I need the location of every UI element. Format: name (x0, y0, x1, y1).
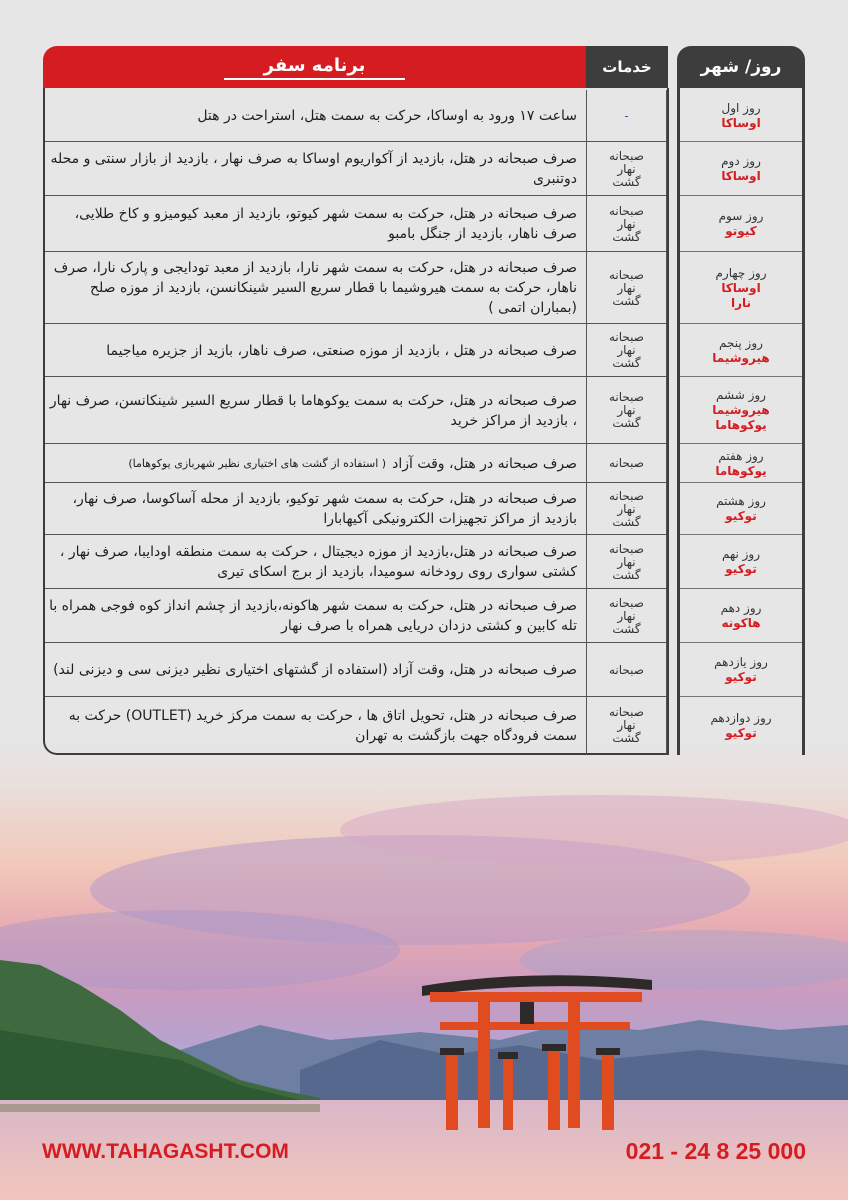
day-city: توکیو (725, 725, 757, 740)
day-city: اوساکا (721, 116, 761, 130)
services-cell (586, 252, 667, 324)
day-name: روز هفتم (718, 448, 764, 463)
day-cell (680, 142, 802, 196)
program-cell (45, 444, 585, 483)
services-text: صبحانه نهار گشت (609, 203, 644, 244)
day-city: توکیو (725, 670, 757, 684)
day-name: روز دوم (721, 154, 761, 168)
day-cell (680, 252, 802, 324)
day-city: نارا (730, 295, 752, 310)
program-cell (45, 535, 585, 589)
header-program-label: برنامه سفر (224, 55, 406, 80)
day-cell (680, 444, 802, 483)
services-cell (586, 196, 667, 252)
day-city: هیروشیما (712, 350, 770, 365)
program-text: صرف صبحانه در هتل ، بازدید از موزه صنعتی، صرف ناهار، بازید از جزیره میاجیما (106, 342, 577, 359)
services-cell (586, 90, 667, 142)
day-cell (680, 589, 802, 643)
services-text: صبحانه نهار گشت (609, 148, 644, 189)
phone-number[interactable]: 021 - 24 8 25 000 (625, 1138, 806, 1164)
day-cell (680, 697, 802, 754)
program-cell (45, 589, 585, 643)
day-cell (680, 90, 802, 142)
day-city: اوساکا (721, 169, 761, 183)
program-cell (45, 142, 585, 196)
services-text: صبحانه (609, 456, 644, 470)
day-city: اوساکا (721, 280, 761, 295)
program-cell (45, 90, 585, 142)
day-cell (680, 535, 802, 589)
header-services: خدمات (586, 46, 668, 88)
services-text: صبحانه نهار گشت (609, 595, 644, 636)
services-text: صبحانه نهار گشت (609, 541, 644, 582)
services-cell (586, 697, 667, 754)
program-cell (45, 697, 585, 754)
day-name: روز اول (721, 101, 761, 115)
torii-sunset-photo (0, 740, 848, 1200)
program-text: صرف صبحانه در هتل، وقت آزاد (استفاده از گشتهای اختیاری نظیر دیزنی سی و دیزنی لند) (53, 662, 577, 678)
program-cell (45, 643, 585, 697)
day-city: یوکوهاما (715, 418, 767, 432)
program-cell (45, 252, 585, 324)
program-text: صرف صبحانه در هتل، حرکت به سمت شهر هاکونه،بازدید از چشم انداز کوه فوجی همراه با تله کابین و کشتی دزدان دریایی همراه با صرف نهار (49, 598, 577, 634)
day-city: کیوتو (725, 224, 757, 238)
services-cell (586, 142, 667, 196)
program-text: صرف صبحانه در هتل، حرکت به سمت یوکوهاما با قطار سریع السیر شینکانسن، صرف نهار ، بازدید از مراکز خرید (49, 392, 577, 429)
services-cell (586, 589, 667, 643)
program-cell (45, 324, 585, 377)
day-name: روز دوازدهم (710, 710, 772, 725)
services-text: صبحانه نهار گشت (609, 267, 644, 308)
program-text: صرف صبحانه در هتل، وقت آزاد (392, 455, 577, 472)
program-text: صرف صبحانه در هتل، حرکت به سمت شهر نارا، بازدید از معبد تودایجی و پارک نارا، صرف ناهار، حرکت به سمت هیروشیما با قطار سریع السیر شینکانسن، بازدید از موزه صلح (بمباران اتمی ) (53, 260, 577, 316)
day-name: روز سوم (718, 209, 764, 223)
program-cell (45, 483, 585, 535)
day-city: توکیو (725, 562, 757, 576)
landscape-illustration (0, 740, 848, 1200)
day-cell (680, 196, 802, 252)
services-cell (586, 483, 667, 535)
services-text: صبحانه نهار گشت (609, 488, 644, 529)
website-url[interactable]: WWW.TAHAGASHT.COM (42, 1140, 289, 1163)
program-text: صرف صبحانه در هتل، حرکت به سمت شهر کیوتو، بازدید از معبد کیومیزو و کاخ طلایی، صرف ناهار، بازدید از جنگل بامبو (74, 206, 577, 242)
day-cell (680, 324, 802, 377)
services-cell (586, 444, 667, 483)
program-text: صرف صبحانه در هتل،بازدید از موزه دیجیتال ، حرکت به سمت منطقه اودایبا، صرف نهار ، کشتی سواری روی رودخانه سومیدا، بازدید از برج اسکای تیری (59, 544, 577, 580)
services-cell (586, 324, 667, 377)
day-city: هاکونه (721, 616, 761, 630)
day-city: هیروشیما (712, 403, 770, 417)
program-cell (45, 377, 585, 444)
day-cell (680, 643, 802, 697)
day-name: روز ششم (716, 388, 766, 402)
header-program (43, 46, 586, 88)
day-name: روز نهم (721, 547, 761, 561)
services-cell (586, 535, 667, 589)
services-text: صبحانه (609, 662, 644, 677)
program-text: صرف صبحانه در هتل، بازدید از آکواریوم اوساکا به صرف نهار ، بازدید از بازار سنتی و محله دوتنبری (50, 151, 577, 187)
day-name: روز یازدهم (714, 655, 768, 669)
day-cell (680, 483, 802, 535)
services-text: صبحانه نهار گشت (609, 390, 644, 430)
day-city: یوکوهاما (715, 463, 767, 478)
services-text: صبحانه نهار گشت (609, 705, 644, 745)
day-cell (680, 377, 802, 444)
day-name: روز دهم (720, 601, 762, 615)
services-cell (586, 643, 667, 697)
services-text: صبحانه نهار گشت (609, 330, 644, 370)
program-text: صرف صبحانه در هتل، تحویل اتاق ها ، حرکت به سمت مرکز خرید (OUTLET) حرکت به سمت فرودگاه جهت بازگشت به تهران (68, 707, 577, 744)
program-text: صرف صبحانه در هتل، حرکت به سمت شهر توکیو، بازدید از محله آساکوسا، صرف نهار، بازدید از مراکز تجهیزات الکترونیکی آکیهابارا (72, 491, 577, 527)
program-cell (45, 196, 585, 252)
program-note: ( استفاده از گشت های اختیاری نظیر شهربازی یوکوهاما) (128, 456, 387, 470)
services-cell (586, 377, 667, 444)
day-name: روز پنجم (719, 335, 763, 350)
day-name: روز چهارم (715, 265, 767, 280)
day-city: توکیو (725, 509, 757, 523)
program-text: ساعت ۱۷ ورود به اوساکا، حرکت به سمت هتل، استراحت در هتل (197, 108, 577, 124)
services-text: - (624, 108, 629, 123)
header-day-city: روز/ شهر (677, 46, 805, 88)
day-name: روز هشتم (716, 494, 766, 508)
